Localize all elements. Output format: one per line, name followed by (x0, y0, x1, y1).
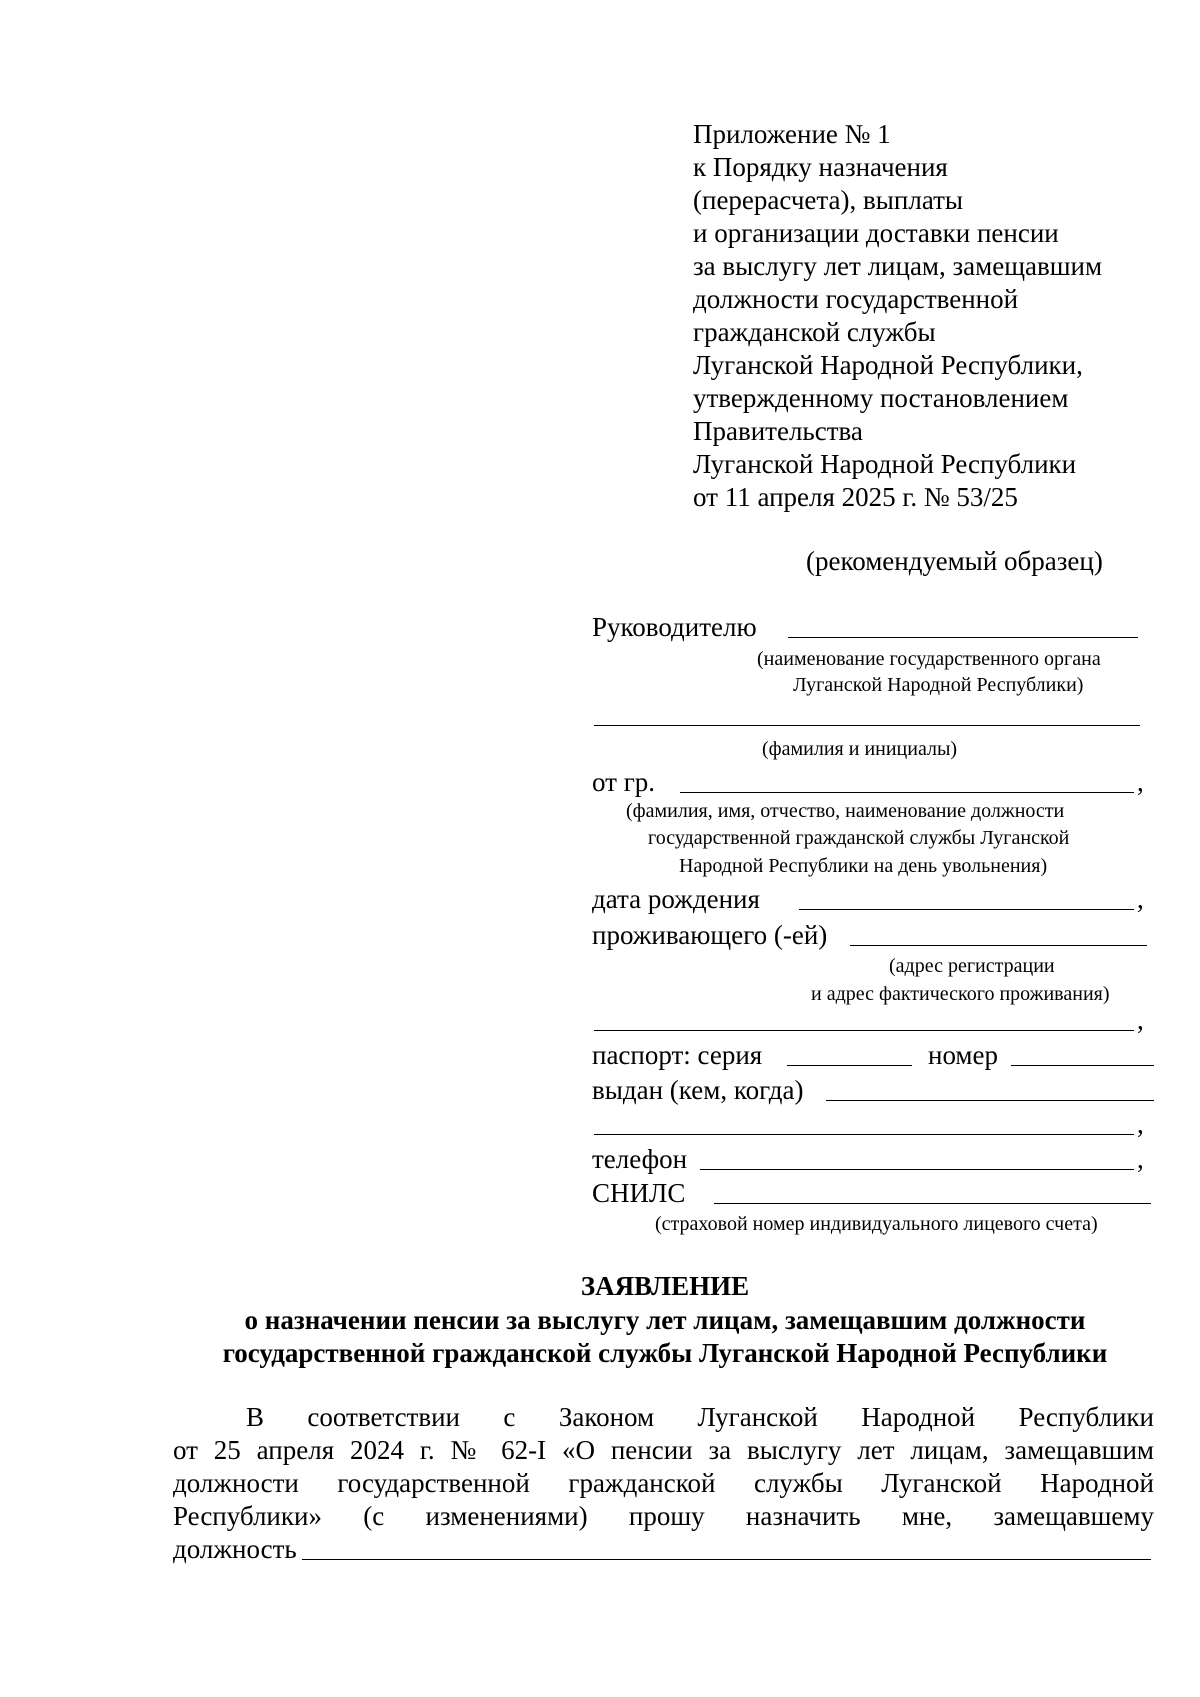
appendix-line: к Порядку назначения (693, 152, 948, 182)
comma: , (1137, 1144, 1144, 1174)
residing-label: проживающего (-ей) (592, 920, 828, 950)
appendix-line: за выслугу лет лицам, замещавшим (693, 251, 1103, 281)
birth-label: дата рождения (592, 884, 760, 914)
appendix-line: Правительства (693, 416, 863, 446)
to-caption: (наименование государственного органа (757, 648, 1101, 670)
from-caption: (фамилия, имя, отчество, наименование должности (626, 800, 1065, 822)
statement-subtitle: государственной гражданской службы Луганской Народной Республики (222, 1338, 1108, 1368)
initials-field-line[interactable] (594, 725, 1140, 726)
address-caption: (адрес регистрации (889, 955, 1055, 977)
from-caption: Народной Республики на день увольнения) (679, 855, 1048, 877)
passport-number-line[interactable] (1011, 1065, 1154, 1066)
appendix-line: Луганской Народной Республики, (693, 350, 1083, 380)
phone-field-line[interactable] (700, 1169, 1134, 1170)
birth-field-line[interactable] (799, 909, 1134, 910)
comma: , (1137, 1005, 1144, 1035)
appendix-line: (перерасчета), выплаты (693, 185, 964, 215)
from-field-line[interactable] (680, 792, 1134, 793)
residing-field-line[interactable] (850, 945, 1147, 946)
initials-caption: (фамилия и инициалы) (762, 738, 958, 760)
comma: , (1137, 1109, 1144, 1139)
address-field-line[interactable] (594, 1030, 1134, 1031)
comma: , (1137, 884, 1144, 914)
to-field-line[interactable] (788, 637, 1138, 638)
from-caption: государственной гражданской службы Луганской (648, 827, 1070, 849)
appendix-line: Луганской Народной Республики (693, 449, 1077, 479)
appendix-line: Приложение № 1 (693, 119, 891, 149)
from-label: от гр. (592, 767, 656, 797)
appendix-line: от 11 апреля 2025 г. № 53/25 (693, 482, 1018, 512)
issued-field-line-2[interactable] (594, 1134, 1134, 1135)
body-line: должности государственной гражданской службы Луганской Народной (173, 1468, 1154, 1498)
statement-subtitle: о назначении пенсии за выслугу лет лицам, замещавшим должности (244, 1305, 1086, 1335)
appendix-line: и организации доставки пенсии (693, 218, 1059, 248)
passport-label: паспорт: серия (592, 1040, 763, 1070)
body-line: от 25 апреля 2024 г. № 62-I «О пенсии за выслугу лет лицам, замещавшим (173, 1435, 1154, 1465)
number-label: номер (928, 1040, 999, 1070)
address-caption: и адрес фактического проживания) (811, 983, 1110, 1005)
to-caption: Луганской Народной Республики) (793, 674, 1084, 696)
comma: , (1137, 767, 1144, 797)
body-line: Республики» (с изменениями) прошу назначить мне, замещавшему (173, 1501, 1154, 1531)
position-field-line[interactable] (302, 1559, 1151, 1560)
issued-field-line[interactable] (826, 1100, 1154, 1101)
position-label: должность (173, 1534, 297, 1564)
to-label: Руководителю (592, 612, 757, 642)
sample-note: (рекомендуемый образец) (806, 546, 1103, 576)
appendix-line: должности государственной (693, 284, 1019, 314)
appendix-line: гражданской службы (693, 317, 936, 347)
statement-title: ЗАЯВЛЕНИЕ (580, 1271, 750, 1301)
appendix-line: утвержденному постановлением (693, 383, 1069, 413)
passport-series-line[interactable] (787, 1065, 912, 1066)
snils-caption: (страховой номер индивидуального лицевого счета) (655, 1213, 1098, 1235)
issued-label: выдан (кем, когда) (592, 1075, 804, 1105)
body-line: В соответствии с Законом Луганской Народной Республики (246, 1402, 1154, 1432)
snils-label: СНИЛС (592, 1178, 686, 1208)
snils-field-line[interactable] (714, 1203, 1151, 1204)
phone-label: телефон (592, 1144, 688, 1174)
